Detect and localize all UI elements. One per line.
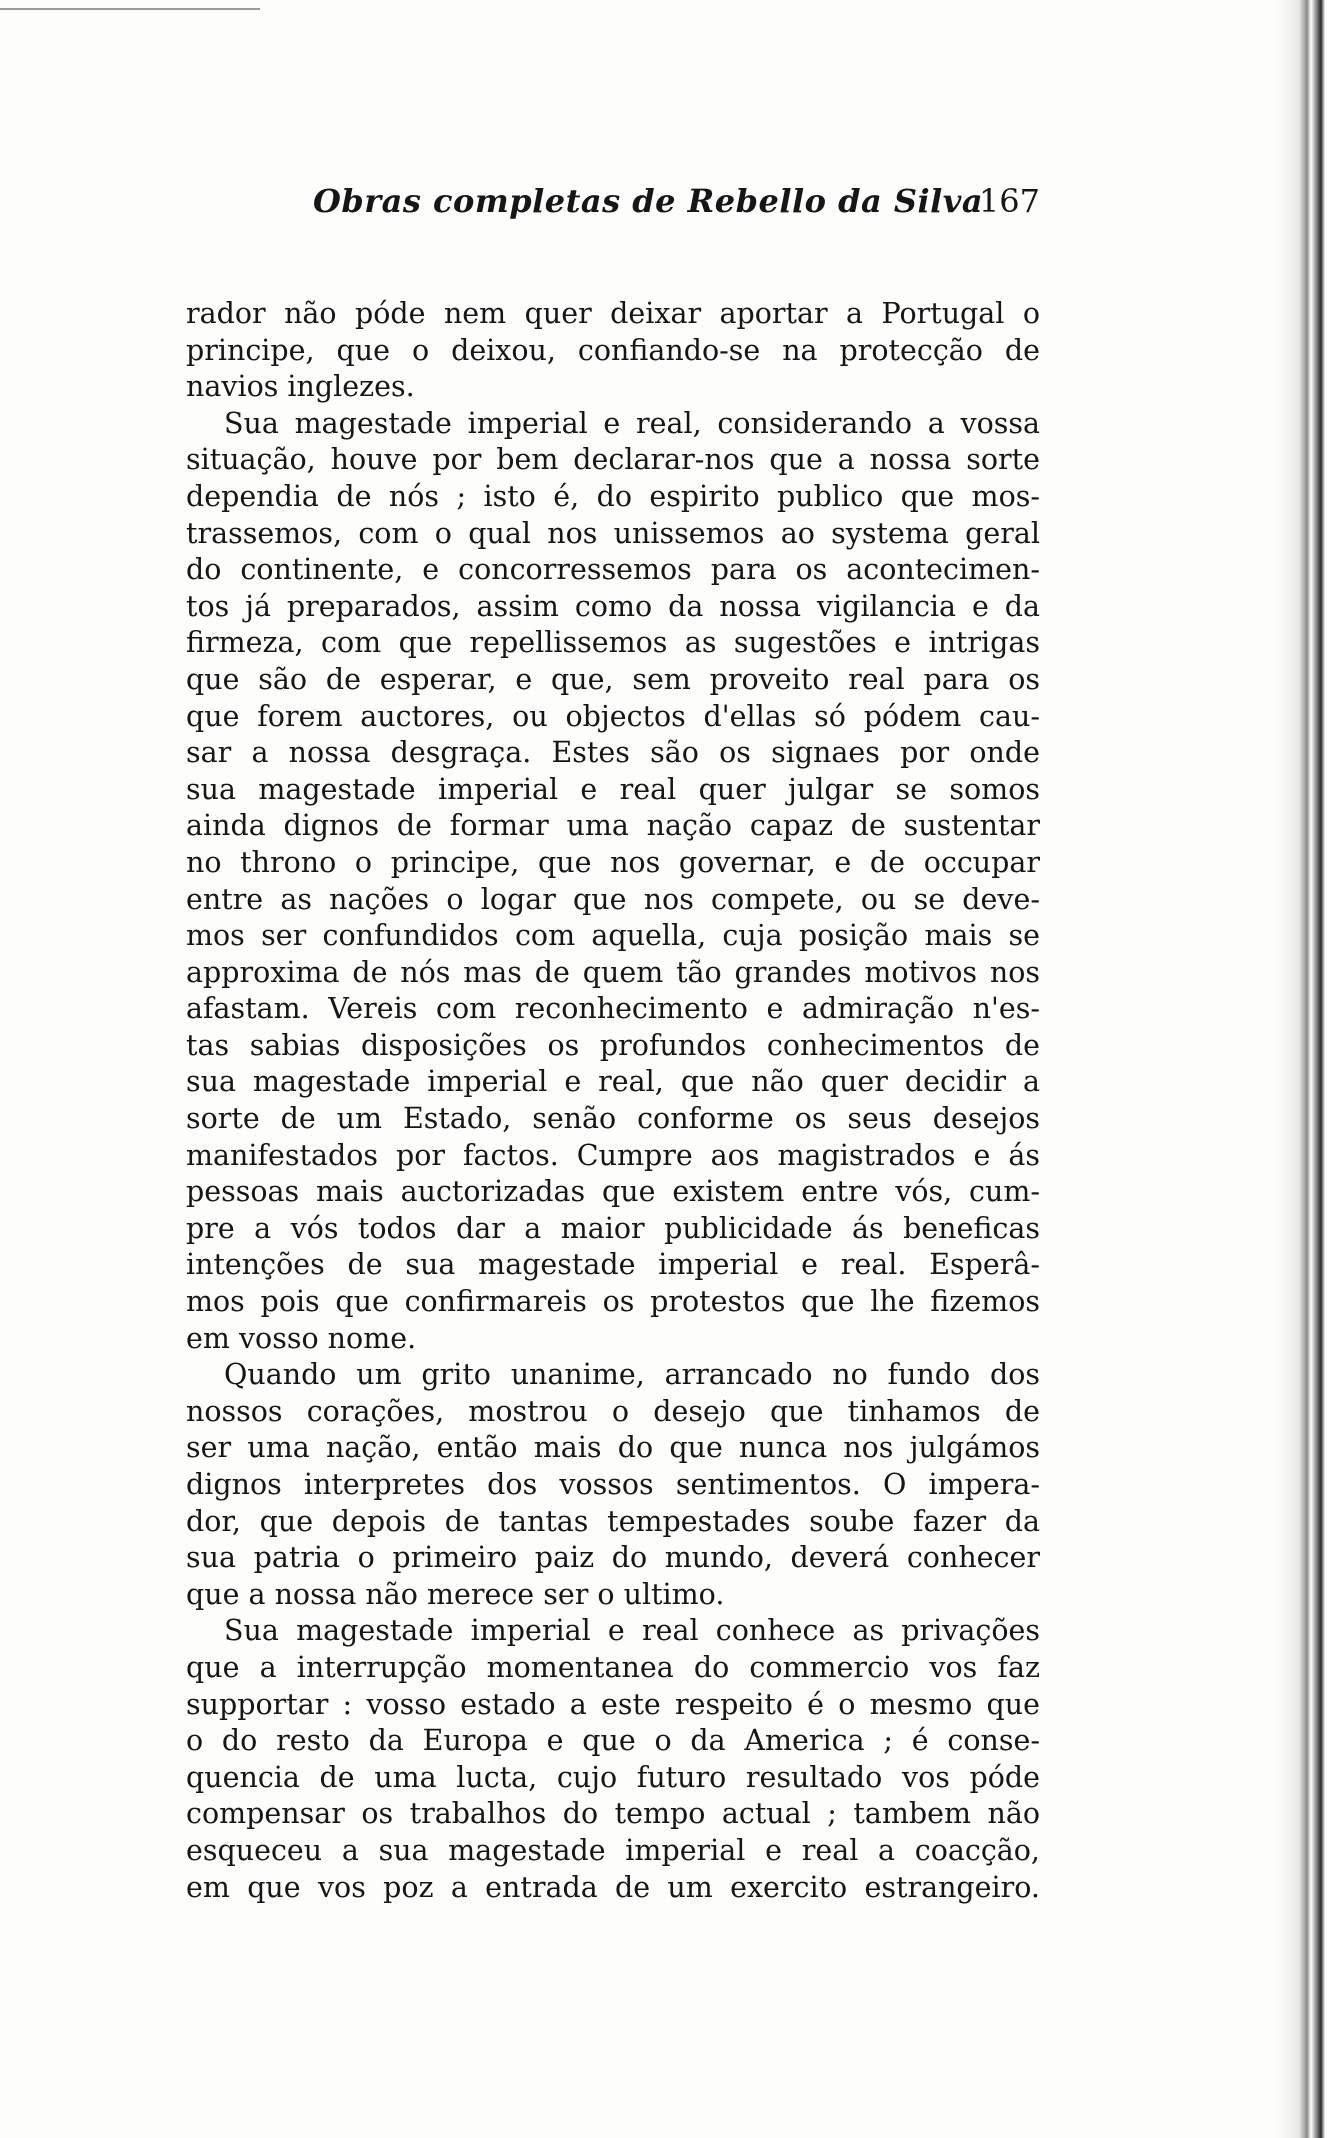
text-line: entre as nações o logar que nos compete, ou se deve- <box>186 882 1040 916</box>
text-line: approxima de nós mas de quem tão grandes motivos nos <box>186 955 1040 989</box>
text-line: intenções de sua magestade imperial e real. Esperâ- <box>186 1248 1040 1282</box>
text-line: o do resto da Europa e que o da America ; é conse- <box>186 1724 1040 1758</box>
text-line: do continente, e concorressemos para os acontecimen- <box>186 553 1040 587</box>
text-line: trassemos, com o qual nos unissemos ao systema geral <box>186 516 1040 550</box>
text-line: tas sabias disposições os profundos conhecimentos de <box>186 1028 1040 1062</box>
text-line: mos pois que confirmareis os protestos que lhe fizemos <box>186 1285 1040 1319</box>
text-line: dignos interpretes dos vossos sentimentos. O impera- <box>186 1468 1040 1501</box>
text-line: dependia de nós ; isto é, do espirito publico que mos- <box>186 479 1040 513</box>
text-line: compensar os trabalhos do tempo actual ; tambem não <box>186 1797 1040 1831</box>
text-line: dor, que depois de tantas tempestades soube fazer da <box>186 1504 1040 1538</box>
text-line: navios inglezes. <box>186 370 415 404</box>
text-line: que são de esperar, e que, sem proveito real para os <box>186 662 1040 696</box>
running-title: Obras completas de Rebello da Silva <box>313 182 984 220</box>
text-line: manifestados por factos. Cumpre aos magistrados e ás <box>186 1138 1040 1172</box>
text-line: mos ser confundidos com aquella, cuja posição mais se <box>186 919 1040 953</box>
text-line: Quando um grito unanime, arrancado no fundo dos <box>224 1358 1040 1392</box>
text-line: tos já preparados, assim como da nossa vigilancia e da <box>186 589 1040 623</box>
text-line: em que vos poz a entrada de um exercito estrangeiro. <box>186 1870 1040 1904</box>
scan-artifact-line <box>0 8 260 10</box>
page-edge-shadow <box>1277 0 1337 2138</box>
text-line: Sua magestade imperial e real, considerando a vossa <box>224 406 1040 440</box>
text-line: no throno o principe, que nos governar, e de occupar <box>186 845 1040 879</box>
page-number: 167 <box>978 182 1040 220</box>
text-line: pre a vós todos dar a maior publicidade ás beneficas <box>186 1211 1040 1245</box>
text-line: que a nossa não merece ser o ultimo. <box>186 1577 725 1611</box>
text-line: ainda dignos de formar uma nação capaz de sustentar <box>186 809 1040 843</box>
text-line: sua magestade imperial e real quer julgar se somos <box>186 772 1040 806</box>
page-header <box>190 178 1040 228</box>
text-line: Sua magestade imperial e real conhece as privações <box>224 1614 1040 1648</box>
text-line: sua magestade imperial e real, que não quer decidir a <box>186 1065 1040 1099</box>
text-line: afastam. Vereis com reconhecimento e admiração n'es- <box>186 992 1040 1026</box>
text-line: sar a nossa desgraça. Estes são os signaes por onde <box>186 736 1040 770</box>
text-line: em vosso nome. <box>186 1321 417 1355</box>
text-line: sorte de um Estado, senão conforme os seus desejos <box>186 1102 1040 1136</box>
text-line: nossos corações, mostrou o desejo que tinhamos de <box>186 1394 1040 1428</box>
text-line: quencia de uma lucta, cujo futuro resultado vos póde <box>186 1760 1040 1794</box>
text-line: pessoas mais auctorizadas que existem entre vós, cum- <box>186 1175 1040 1209</box>
text-line: que forem auctores, ou objectos d'ellas só pódem cau- <box>186 699 1040 733</box>
text-line: supportar : vosso estado a este respeito é o mesmo que <box>186 1687 1040 1721</box>
text-line: que a interrupção momentanea do commercio vos faz <box>186 1650 1040 1684</box>
text-line: principe, que o deixou, confiando-se na protecção de <box>186 333 1040 367</box>
text-line: sua patria o primeiro paiz do mundo, deverá conhecer <box>186 1541 1040 1575</box>
text-line: esqueceu a sua magestade imperial e real a coacção, <box>186 1833 1040 1867</box>
text-line: situação, houve por bem declarar-nos que a nossa sorte <box>186 443 1040 477</box>
text-line: ser uma nação, então mais do que nunca nos julgámos <box>186 1431 1040 1465</box>
text-line: rador não póde nem quer deixar aportar a Portugal o <box>186 297 1040 330</box>
text-line: firmeza, com que repellissemos as sugestões e intrigas <box>186 626 1040 660</box>
body-text <box>186 296 1040 1906</box>
